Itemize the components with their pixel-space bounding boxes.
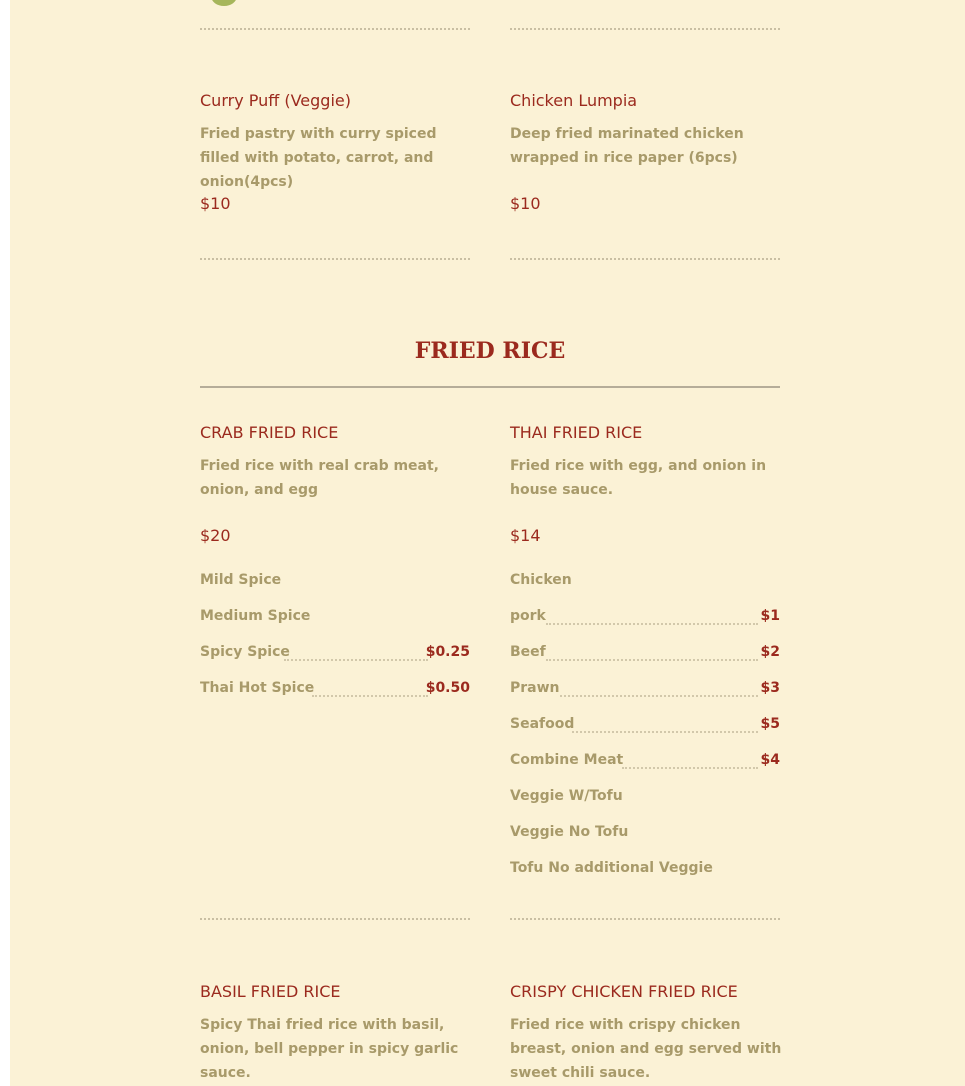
option-label: Mild Spice <box>200 572 282 588</box>
option-price: $0.25 <box>425 644 470 660</box>
item-separator <box>510 918 780 920</box>
category-dot-icon <box>211 0 237 6</box>
item-separator <box>200 28 470 30</box>
option-price: $5 <box>760 716 780 732</box>
section-title: FRIED RICE <box>414 338 566 364</box>
option-leader-dots <box>546 623 758 625</box>
menu-page <box>10 0 965 1086</box>
option-label: Combine Meat <box>510 752 624 768</box>
option-label: Spicy Spice <box>200 644 290 660</box>
item-separator <box>510 258 780 260</box>
option-label: Chicken <box>510 572 572 588</box>
menu-item-title: CRAB FRIED RICE <box>200 423 339 442</box>
option-price: $0.50 <box>425 680 470 696</box>
option-label: Seafood <box>510 716 575 732</box>
option-leader-dots <box>546 659 758 661</box>
menu-item-description: Spicy Thai fried rice with basil, onion, bell pepper in spicy garlic sauce. <box>200 1017 459 1081</box>
option-leader-dots <box>284 659 428 661</box>
menu-item-description: Fried rice with egg, and onion in house sauce. <box>510 458 767 498</box>
menu-item-title: Curry Puff (Veggie) <box>200 91 351 110</box>
item-separator <box>200 918 470 920</box>
option-price: $2 <box>760 644 780 660</box>
menu-item-price: $10 <box>200 194 231 213</box>
menu-item-title: BASIL FRIED RICE <box>200 982 341 1001</box>
item-separator <box>510 28 780 30</box>
menu-item-description: Fried rice with real crab meat, onion, and egg <box>200 458 440 498</box>
option-label: Veggie No Tofu <box>510 824 629 840</box>
option-label: Prawn <box>510 680 560 696</box>
option-label: pork <box>510 608 546 624</box>
section-divider <box>200 386 780 388</box>
menu-item-title: THAI FRIED RICE <box>510 423 643 442</box>
option-label: Thai Hot Spice <box>200 680 315 696</box>
option-price: $4 <box>760 752 780 768</box>
menu-item-description: Fried rice with crispy chicken breast, onion and egg served with sweet chili sauce. <box>510 1017 782 1081</box>
option-label: Tofu No additional Veggie <box>510 860 713 876</box>
menu-item-price: $10 <box>510 194 541 213</box>
menu-item-title: CRISPY CHICKEN FRIED RICE <box>510 982 738 1001</box>
menu-item-price: $20 <box>200 526 231 545</box>
option-price: $1 <box>760 608 780 624</box>
menu-item-description: Deep fried marinated chicken wrapped in rice paper (6pcs) <box>510 126 744 166</box>
menu-item-description: Fried pastry with curry spiced filled with potato, carrot, and onion(4pcs) <box>200 126 437 190</box>
menu-item-price: $14 <box>510 526 541 545</box>
item-separator <box>200 258 470 260</box>
option-label: Veggie W/Tofu <box>510 788 623 804</box>
menu-item-title: Chicken Lumpia <box>510 91 638 110</box>
option-price: $3 <box>760 680 780 696</box>
option-leader-dots <box>560 695 758 697</box>
option-label: Beef <box>510 644 546 660</box>
option-label: Medium Spice <box>200 608 311 624</box>
